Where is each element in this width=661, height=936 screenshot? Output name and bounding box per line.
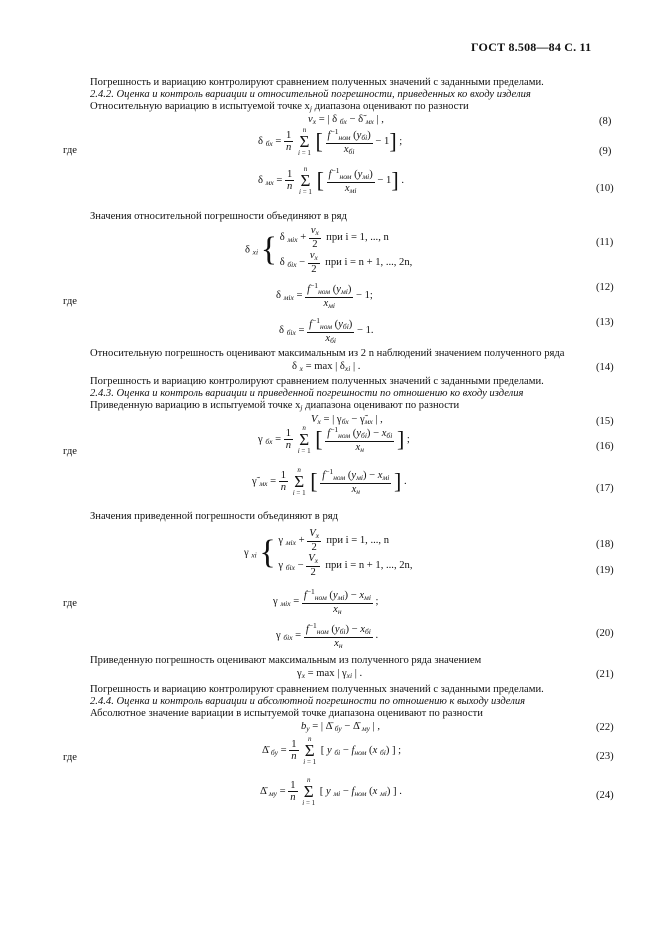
- where-label-4: где: [63, 598, 77, 609]
- equation-20: γ $_{бix}$ = $f^{-1}_{ном}$ $(y_{бi}) - x_{бi}$ $x_н$ .: [276, 621, 379, 650]
- paragraph-control-3: Погрешность и вариацию контролируют сравнением полученных значений с заданными пределами.: [90, 684, 544, 695]
- equation-14: δ $_x$ = max | $\delta_{xi}$ | .: [292, 361, 361, 373]
- equation-number-15: (15): [596, 416, 614, 427]
- equation-number-14: (14): [596, 362, 614, 373]
- equation-number-16: (16): [596, 441, 614, 452]
- paragraph-red-variation-a: Приведенную вариацию в испытуемой точке x: [90, 400, 301, 411]
- paragraph-max-red: Приведенную погрешность оценивают максимальным из полученного ряда значением: [90, 655, 482, 666]
- condition-3: при i = 1, ..., n: [326, 534, 389, 546]
- page-header: ГОСТ 8.508—84 С. 11: [471, 40, 592, 54]
- where-label-5: где: [63, 752, 77, 763]
- paragraph-rel-variation: Относительную вариацию в испытуемой точке $x_j$ диапазона оценивают по разности: [90, 101, 469, 113]
- paragraph-control-1: Погрешность и вариацию контролируют сравнением полученных значений с заданными пределами.: [90, 77, 544, 88]
- paragraph-rel-variation-a: Относительную вариацию в испытуемой точке x: [90, 101, 310, 112]
- paragraph-red-variation: Приведенную вариацию в испытуемой точке $x_j$ диапазона оценивают по разности: [90, 400, 460, 412]
- where-label-2: где: [63, 296, 77, 307]
- paragraph-control-2: Погрешность и вариацию контролируют сравнением полученных значений с заданными пределами.: [90, 376, 544, 387]
- equation-number-19: (19): [596, 565, 614, 576]
- equation-23: Δ̄ $_{бy}$ = $\frac{1}{n}$ n Σ i = 1 [ y $_{бi} - f_{ном}$ (x $_{бi}$) ] ;: [262, 735, 402, 766]
- heading-2-4-2: 2.4.2. Оценка и контроль вариации и относительной погрешности, приведенных ко входу изделия: [90, 89, 531, 100]
- equation-number-21: (21): [596, 669, 614, 680]
- equation-number-18: (18): [596, 539, 614, 550]
- equation-number-8: (8): [599, 116, 612, 127]
- condition-1: при i = 1, ..., n: [326, 231, 389, 243]
- equation-12: δ $_{мix}$ = $f^{-1}_{ном}$ $(y_{мi})$ $x_{мi}$ − 1;: [276, 281, 373, 310]
- equation-number-22: (22): [596, 722, 614, 733]
- heading-2-4-4: 2.4.4. Оценка и контроль вариации и абсолютной погрешности по отношению к выходу изделия: [90, 696, 526, 707]
- heading-2-4-3: 2.4.3. Оценка и контроль вариации и приведенной погрешности по отношению ко входу изделия: [90, 388, 524, 399]
- condition-2: при i = n + 1, ..., 2n,: [325, 256, 413, 268]
- equation-22: $b_y$ = | Δ̄ $_{бy}$ − Δ̄ $_{мy}$ | ,: [301, 721, 381, 733]
- paragraph-rel-variation-b: диапазона оценивают по разности: [311, 101, 469, 112]
- equation-number-9: (9): [599, 146, 612, 157]
- condition-4: при i = n + 1, ..., 2n,: [325, 559, 413, 571]
- paragraph-abs-variation: Абсолютное значение вариации в испытуемой точке диапазона оценивают по разности: [90, 708, 483, 719]
- equation-21: $\gamma_x = \max$ | $\gamma_{xi}$ | .: [297, 668, 363, 680]
- equation-11: δ $_{xi}$ { δ $_{мix}$ + $\frac{v_x}{2}$ при i = 1, ..., n δ $_{бix}$ − $\frac{v_x}{2}$ при i = n + 1, ..., 2n,: [245, 225, 413, 275]
- equation-8: $v_x$ = | δ $_{бx}$ − δ̃ $_{мx}$ | ,: [308, 114, 384, 126]
- equation-number-17: (17): [596, 483, 614, 494]
- equation-number-10: (10): [596, 183, 614, 194]
- paragraph-join-red: Значения приведенной погрешности объединяют в ряд: [90, 511, 339, 522]
- equation-10: δ $_{мx}$ = $\frac{1}{n}$ n Σ i = 1 [ $f^{-1}_{ном}$ $(y_{мi})$ $x_{мi}$ − 1] .: [258, 165, 404, 196]
- equation-number-24: (24): [596, 790, 614, 801]
- equation-number-23: (23): [596, 751, 614, 762]
- equation-number-20: (20): [596, 628, 614, 639]
- equation-15: $V_x$ = | $\gamma_{бx}$ − $\gammã_{мx}$ | ,: [311, 414, 383, 426]
- equation-9: δ $_{бx}$ = $\frac{1}{n}$ n Σ i = 1 [ $f^{-1}_{ном}$ $(y_{бi})$ $x_{бi}$ − 1] ;: [258, 126, 403, 157]
- where-label: где: [63, 145, 77, 156]
- where-label-3: где: [63, 446, 77, 457]
- paragraph-join-rel: Значения относительной погрешности объединяют в ряд: [90, 211, 347, 222]
- equation-number-13: (13): [596, 317, 614, 328]
- equation-number-12: (12): [596, 282, 614, 293]
- equation-20a: γ $_{мix}$ = $f^{-1}_{ном}$ $(y_{мi}) - x_{мi}$ $x_н$ ;: [273, 587, 379, 616]
- equation-number-11: (11): [596, 237, 614, 248]
- equation-16: γ $_{бx}$ = $\frac{1}{n}$ n Σ i = 1 [ $f^{-1}_{ном}$ $(y_{бi}) - x_{бi}$ $x_н$ ] ;: [258, 424, 410, 455]
- paragraph-max-rel: Относительную погрешность оценивают максимальным из 2 n наблюдений значением полученного ряда: [90, 348, 565, 359]
- equation-24: Δ̄ $_{мy}$ = $\frac{1}{n}$ n Σ i = 1 [ y $_{мi} - f_{ном}$ (x $_{мi}$) ] .: [260, 776, 402, 807]
- paragraph-red-variation-b: диапазона оценивают по разности: [302, 400, 460, 411]
- equation-13: δ $_{бix}$ = $f^{-1}_{ном}$ $(y_{бi})$ $x_{бi}$ − 1.: [279, 316, 374, 345]
- equation-17: γ̃ $_{мx}$ = $\frac{1}{n}$ n Σ i = 1 [ $f^{-1}_{ном}$ $(y_{мi}) - x_{мi}$ $x_н$ ] .: [252, 466, 407, 497]
- equation-18-19: γ $_{xi}$ { γ $_{мix}$ + $\frac{V_x}{2}$ при i = 1, ..., n γ $_{бix}$ − $\frac{V_x}{2}$ при i = n + 1, ..., 2n,: [244, 528, 413, 578]
